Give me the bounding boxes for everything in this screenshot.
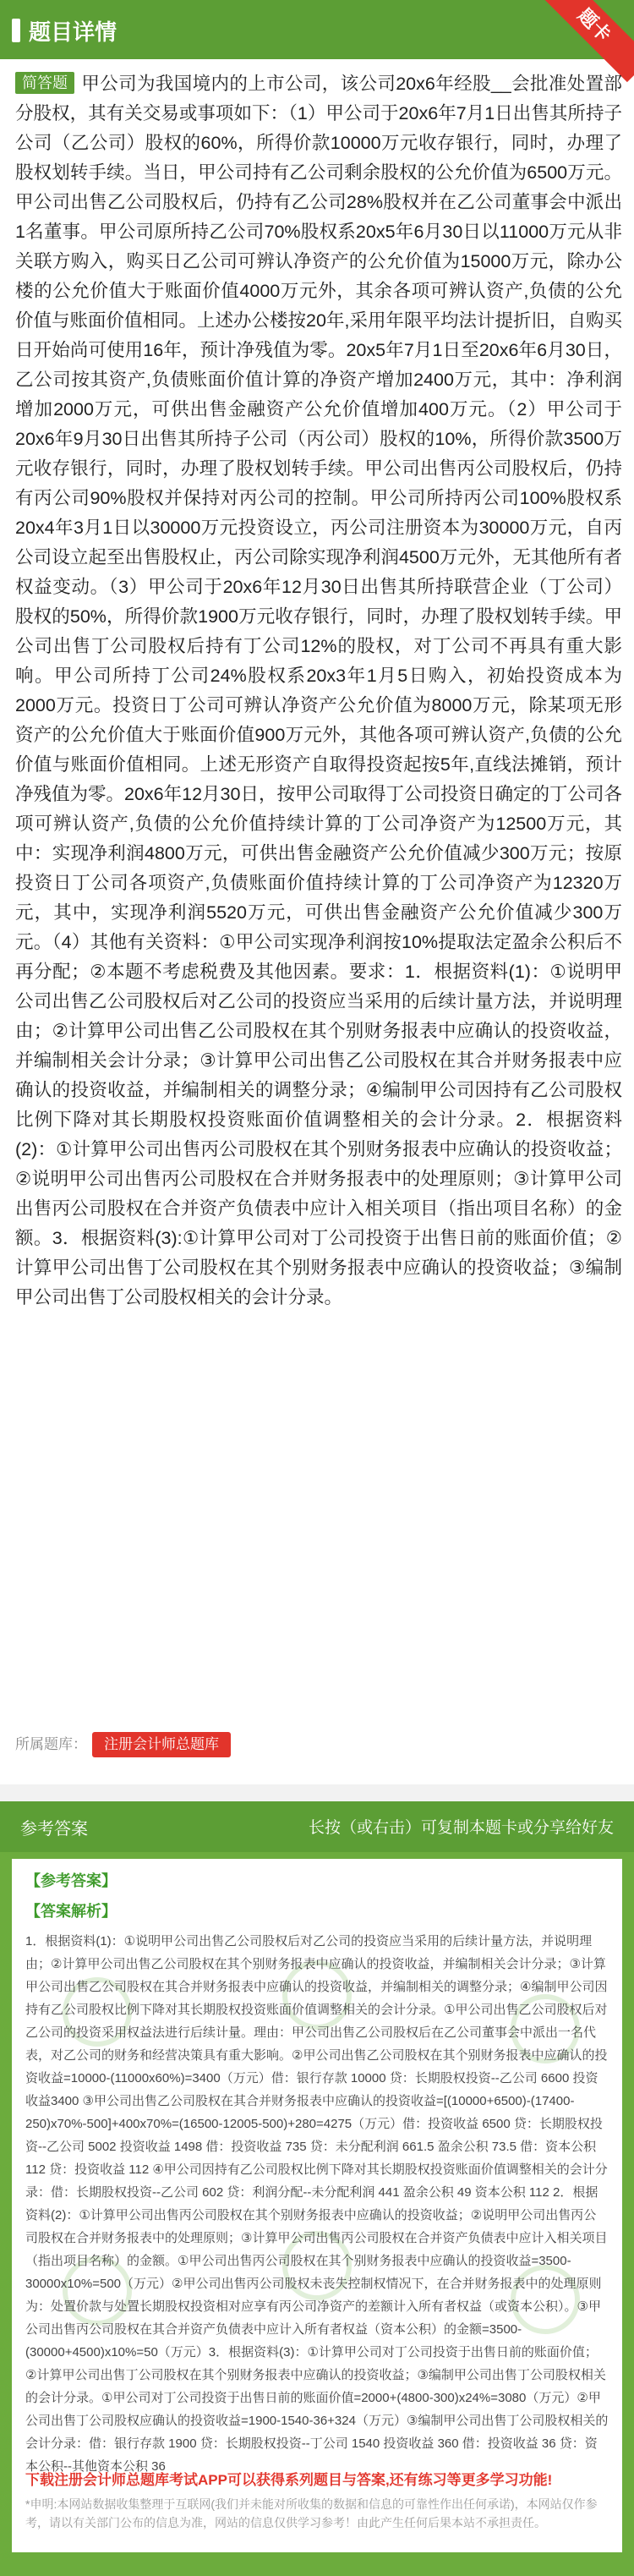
answer-header-label: 参考答案 xyxy=(20,1820,88,1839)
question-text: 甲公司为我国境内的上市公司，该公司20x6年经股__会批准处置部分股权，其有关交易或事项如下：（1）甲公司于20x6年7月1日出售其所持子公司（乙公司）股权的60%，所得价款10000万元收存银行，同时，办理了股权划转手续。当日，甲公司持有乙公司剩余股权的公允价值为6500万元。甲公司出售乙公司股权后，仍持有乙公司28%股权并在乙公司董事会中派出1名董事。甲公司原所持乙公司70%股权系20x5年6月30日以11000万元从非关联方购入，购买日乙公司可辨认净资产的公允价值为15000万元，除办公楼的公允价值大于账面价值4000万元外，其余各项可辨认资产,负债的公允价值与账面价值相同。上述办公楼按20年,采用年限平均法计提折旧，自购买日开始尚可使用16年，预计净残值为零。20x5年7月1日至20x6年6月30日，乙公司按其资产,负债账面价值计算的净资产增加2400万元，其中：净利润增加2000万元，可供出售金融资产公允价值增加400万元。（2）甲公司于20x6年9月30日出售其所持子公司（丙公司）股权的10%，所得价款3500万元收存银行，同时，办理了股权划转手续。甲公司出售丙公司股权后，仍持有丙公司90%股权并保持对丙公司的控制。甲公司所持丙公司100%股权系20x4年3月1日以30000万元投资设立，丙公司注册资本为30000万元，自丙公司设立起至出售股权止，丙公司除实现净利润4500万元外，无其他所有者权益变动。（3）甲公司于20x6年12月30日出售其所持联营企业（丁公司）股权的50%，所得价款1900万元收存银行，同时，办理了股权划转手续。甲公司出售丁公司股权后持有丁公司12%的股权，对丁公司不再具有重大影响。甲公司所持丁公司24%股权系20x3年1月5日购入，初始投资成本为2000万元。投资日丁公司可辨认净资产公允价值为8000万元，除某项无形资产的公允价值大于账面价值900万元外，其他各项可辨认资产,负债的公允价值与账面价值相同。上述无形资产自取得投资起按5年,直线法摊销，预计净残值为零。20x6年12月30日，按甲公司取得丁公司投资日确定的丁公司各项可辨认资产,负债的公允价值持续计算的丁公司净资产为12500万元，其中：实现净利润4800万元，可供出售金融资产公允价值减少300万元；按原投资日丁公司各项资产,负债账面价值持续计算的丁公司净资产为12320万元，其中，实现净利润5520万元，可供出售金融资产公允价值减少300万元。（4）其他有关资料：①甲公司实现净利润按10%提取法定盈余公积后不再分配；②本题不考虑税费及其他因素。要求：1．根据资料(1)：①说明甲公司出售乙公司股权后对乙公司的投资应当采用的后续计量方法，并说明理由；②计算甲公司出售乙公司股权在其个别财务报表中应确认的投资收益，并编制相关会计分录；③计算甲公司出售乙公司股权在其合并财务报表中应确认的投资收益，并编制相关的调整分录；④编制甲公司因持有乙公司股权比例下降对其长期股权投资账面价值调整相关的会计分录。2．根据资料(2)：①计算甲公司出售丙公司股权在其个别财务报表中应确认的投资收益；②说明甲公司出售丙公司股权在合并财务报表中的处理原则；③计算甲公司出售丙公司股权在合并资产负债表中应计入相关项目（指出项目名称）的金额。3．根据资料(3):①计算甲公司对丁公司投资于出售日前的账面价值；②计算甲公司出售丁公司股权在其个别财务报表中应确认的投资收益；③编制甲公司出售丁公司股权相关的会计分录。 xyxy=(15,74,622,1307)
share-hint: 长按（或右击）可复制本题卡或分享给好友 xyxy=(308,1819,614,1837)
question-bank-link[interactable]: 注册会计师总题库 xyxy=(92,1732,231,1757)
source-label: 所属题库： xyxy=(15,1736,87,1752)
page-title: 题目详情 xyxy=(29,19,118,45)
answer-content[interactable] xyxy=(12,1859,622,2552)
answer-tag: 【参考答案】 xyxy=(25,1872,117,1889)
question-body xyxy=(15,69,622,1313)
section-divider xyxy=(0,1784,634,1801)
answer-header xyxy=(0,1801,634,1852)
question-card-ribbon[interactable]: 题卡 xyxy=(538,0,634,82)
source-row xyxy=(15,1732,231,1757)
question-type-badge: 简答题 xyxy=(15,72,74,94)
app-download-promo[interactable]: 下载注册会计师总题库考试APP可以获得系列题目与答案,还有练习等更多学习功能! xyxy=(25,2472,553,2488)
disclaimer-text: *申明:本网站数据收集整理于互联网(我们并未能对所收集的数据和信息的可靠性作出任何承诺)，本网站仅作参考，请以有关部门公布的信息为准，网站的信息仅供学习参考！由此产生任何后果本站不承担责任。 xyxy=(25,2497,598,2529)
analysis-tag: 【答案解析】 xyxy=(25,1903,117,1920)
answer-analysis-text: 1．根据资料(1)：①说明甲公司出售乙公司股权后对乙公司的投资应当采用的后续计量方法，并说明理由；②计算甲公司出售乙公司股权在其个别财务报表中应确认的投资收益，并编制相关会计分录；③计算甲公司出售乙公司股权在其合并财务报表中应确认的投资收益，并编制相关的调整分录；④编制甲公司因持有乙公司股权比例下降对其长期股权投资账面价值调整相关的会计分录。①甲公司出售乙公司股权后对乙公司的投资采用权益法进行后续计量。理由：甲公司出售乙公司股权后在乙公司董事会中派出一名代表，对乙公司的财务和经营决策具有重大影响。②甲公司出售乙公司股权在其个别财务报表中应确认的投资收益=10000-(11000x60%)=3400（万元）借：银行存款 10000 贷：长期股权投资--乙公司 6600 投资收益3400 ③甲公司出售乙公司股权在其合并财务报表中应确认的投资收益=[(10000+6500)-(17400-250)x70%-500]+400x70%=(16500-12005-500)+280=4275（万元）借：投资收益 6500 贷：长期股权投资--乙公司 5002 投资收益 1498 借：投资收益 735 贷：未分配利润 661.5 盈余公积 73.5 借：资本公积 112 贷：投资收益 112 ④甲公司因持有乙公司股权比例下降对其长期股权投资账面价值调整相关的会计分录：借：长期股权投资--乙公司 602 贷：利润分配--未分配利润 441 盈余公积 49 资本公积 112 2．根据资料(2)：①计算甲公司出售丙公司股权在其个别财务报表中应确认的投资收益；②说明甲公司出售丙公司股权在合并财务报表中的处理原则；③计算甲公司出售丙公司股权在合并资产负债表中应计入相关项目（指出项目名称）的金额。①甲公司出售丙公司股权在其个别财务报表中应确认的投资收益=3500-30000x10%=500（万元）②甲公司出售丙公司股权未丧失控制权情况下，在合并财务报表中的处理原则为：处置价款与处置长期股权投资相对应享有丙公司净资产的差额计入所有者权益（或资本公积）。③甲公司出售丙公司股权在其合并资产负债表中应计入所有者权益（资本公积）的金额=3500-(30000+4500)x10%=50（万元）3．根据资料(3)：①计算甲公司对丁公司投资于出售日前的账面价值；②计算甲公司出售丁公司股权在其个别财务报表中应确认的投资收益；③编制甲公司出售丁公司股权相关的会计分录。①甲公司对丁公司投资于出售日前的账面价值=2000+(4800-300)x24%=3080（万元）②甲公司出售丁公司股权应确认的投资收益=1900-1540-36+324（万元）③编制甲公司出售丁公司股权相关的会计分录：借：银行存款 1900 贷：长期股权投资--丁公司 1540 投资收益 360 借：投资收益 36 贷：资本公积--其他资本公积 36 xyxy=(25,1934,609,2474)
answer-panel xyxy=(0,1801,634,2576)
header-bar xyxy=(0,0,634,59)
header-bar-icon xyxy=(12,19,20,42)
